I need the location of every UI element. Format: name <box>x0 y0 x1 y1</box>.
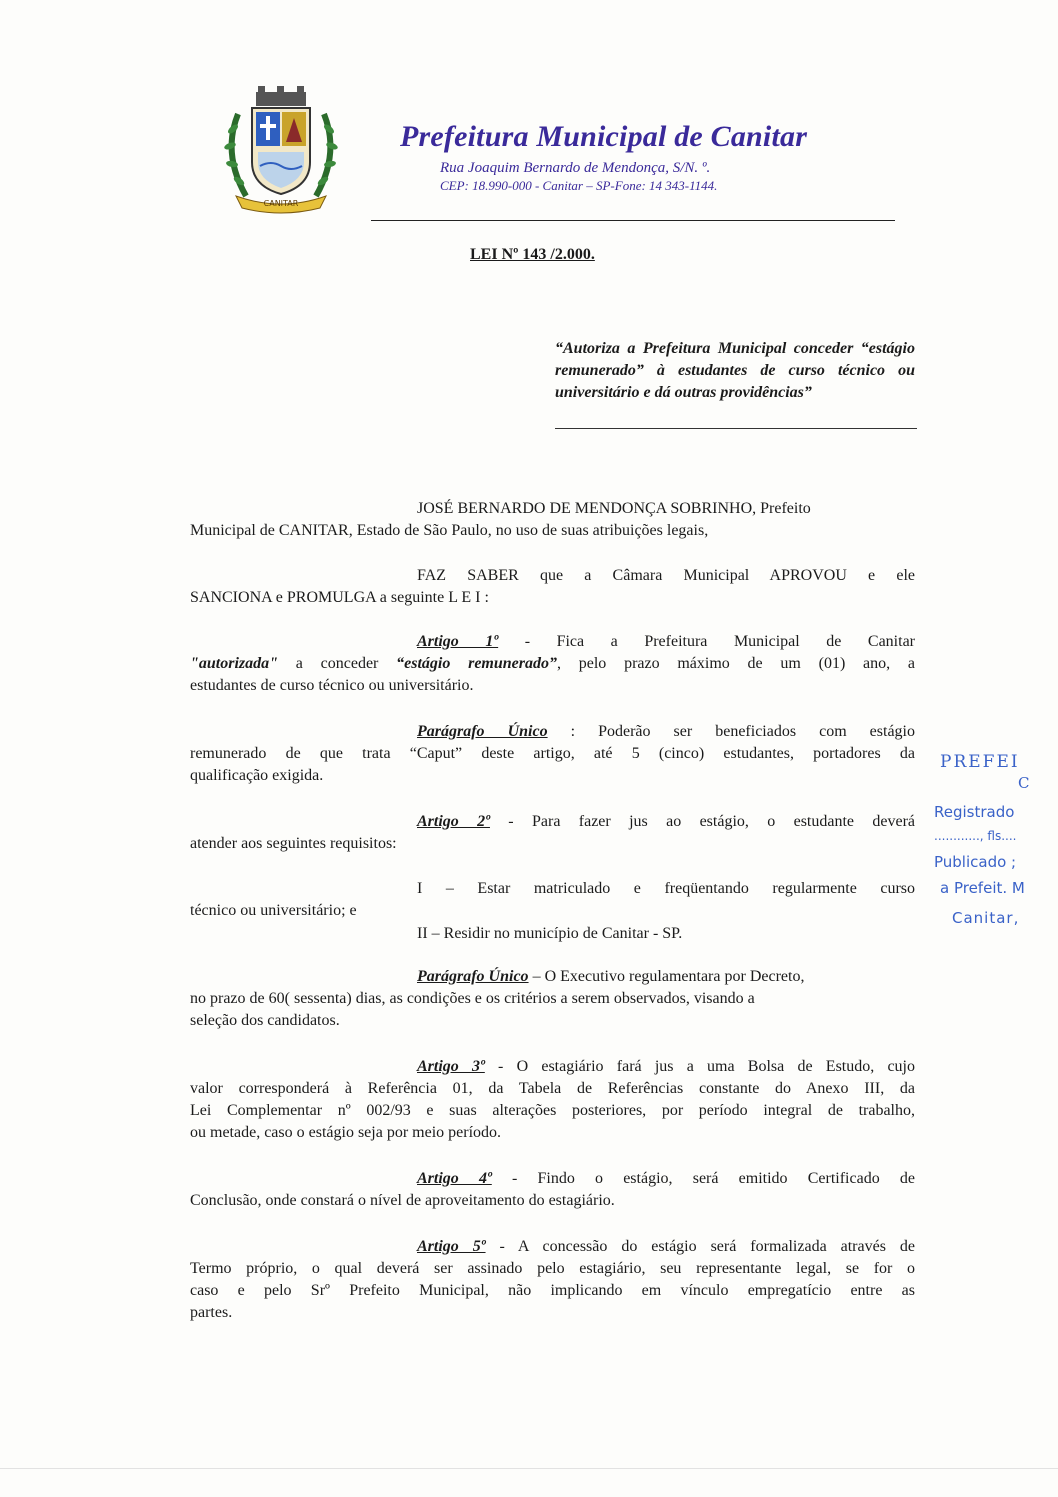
page-bottom-edge <box>0 1468 1058 1469</box>
intro-line-2: Municipal de CANITAR, Estado de São Paulo, no uso de suas atribuições legais, <box>190 522 709 539</box>
municipal-crest-icon <box>216 84 346 214</box>
par1-line-3: qualificação exigida. <box>190 767 324 784</box>
art2-text-1: - Para fazer jus ao estágio, o estudante deverá <box>489 813 915 830</box>
art2-item-2: II – Residir no município de Canitar - SP. <box>417 925 683 942</box>
par2-line-1 <box>417 966 804 988</box>
municipality-cep-phone: CEP: 18.990-000 - Canitar – SP-Fone: 14 343-1144. <box>440 178 718 193</box>
art4-line-2: Conclusão, onde constará o nível de aproveitamento do estagiário. <box>190 1192 615 1209</box>
par2-line-2: no prazo de 60( sessenta) dias, as condições e os critérios a serem observados, visando a <box>190 990 755 1007</box>
stamp-line-6: a Prefeit. M <box>940 879 1025 897</box>
art2-item-1b: técnico ou universitário; e <box>190 902 357 919</box>
art1-text-2b: , pelo prazo máximo de um (01) ano, a <box>557 655 915 672</box>
summary-underline <box>555 428 917 429</box>
art2-label: Artigo 2º <box>417 813 490 830</box>
art5-line-3: caso e pelo Srº Prefeito Municipal, não implicando em vínculo empregatício entre as <box>190 1282 915 1299</box>
stamp-line-1: PREFEI <box>940 752 1020 772</box>
art4-text-1: - Findo o estágio, será emitido Certificado de <box>491 1170 915 1187</box>
art1-text-2a: a conceder <box>278 655 397 672</box>
stamp-line-7: Canitar, <box>952 909 1020 927</box>
law-title: LEI Nº 143 /2.000. <box>470 246 595 263</box>
art1-label: Artigo 1º <box>417 633 499 650</box>
par2-line-3: seleção dos candidatos. <box>190 1012 340 1029</box>
intro-line-4: SANCIONA e PROMULGA a seguinte L E I : <box>190 589 489 606</box>
par2-label: Parágrafo Único <box>417 968 529 985</box>
art1-autorizada: "autorizada" <box>190 655 279 672</box>
art1-estagio: “estágio remunerado” <box>396 655 557 672</box>
par1-line-2: remunerado de que trata “Caput” deste artigo, até 5 (cinco) estudantes, portadores da <box>190 745 915 762</box>
art4-line-1 <box>417 1168 915 1190</box>
par2-text-1: – O Executivo regulamentara por Decreto, <box>528 968 805 985</box>
art3-line-2: valor corresponderá à Referência 01, da Tabela de Referências constante do Anexo III, da <box>190 1080 915 1097</box>
art3-label: Artigo 3º <box>417 1058 485 1075</box>
art1-line-2 <box>190 653 915 675</box>
par1-line-1 <box>417 721 915 743</box>
art4-label: Artigo 4º <box>417 1170 492 1187</box>
art2-line-2: atender aos seguintes requisitos: <box>190 835 397 852</box>
par1-text-1: : Poderão ser beneficiados com estágio <box>547 723 916 740</box>
art5-label: Artigo 5º <box>417 1238 486 1255</box>
art5-text-1: - A concessão do estágio será formalizada através de <box>485 1238 915 1255</box>
art2-line-1 <box>417 811 915 833</box>
par1-label: Parágrafo Único <box>417 723 548 740</box>
municipality-title: Prefeitura Municipal de Canitar <box>400 120 808 153</box>
law-summary: “Autoriza a Prefeitura Municipal conceder “estágio remunerado” à estudantes de curso técnico ou universitário e dá outras providências” <box>555 340 915 401</box>
art3-text-1: - O estagiário fará jus a uma Bolsa de Estudo, cujo <box>484 1058 916 1075</box>
art3-line-3: Lei Complementar nº 002/93 e suas alterações posteriores, por período integral de trabalho, <box>190 1102 915 1119</box>
art1-line-3: estudantes de curso técnico ou universitário. <box>190 677 474 694</box>
stamp-line-3: Registrado <box>934 803 1015 821</box>
art1-text-1: - Fica a Prefeitura Municipal de Canitar <box>498 633 915 650</box>
art5-line-1 <box>417 1236 915 1258</box>
stamp-line-4: ............, fls.... <box>934 829 1017 843</box>
stamp-line-5: Publicado ; <box>934 853 1017 871</box>
art3-line-4: ou metade, caso o estágio seja por meio período. <box>190 1124 502 1141</box>
art5-line-4: partes. <box>190 1304 233 1321</box>
stamp-line-2: C <box>1018 774 1030 792</box>
art5-line-2: Termo próprio, o qual deverá ser assinado pelo estagiário, seu representante legal, se for o <box>190 1260 915 1277</box>
crest-ribbon-text: CANITAR <box>263 199 299 208</box>
art3-line-1 <box>417 1056 915 1078</box>
art1-line-1 <box>417 631 915 653</box>
art2-item-1a: I – Estar matriculado e freqüentando regularmente curso <box>417 880 915 897</box>
header-divider <box>371 220 895 221</box>
intro-line-3: FAZ SABER que a Câmara Municipal APROVOU e ele <box>417 567 915 584</box>
municipality-address: Rua Joaquim Bernardo de Mendonça, S/N. º. <box>440 160 711 176</box>
intro-line-1: JOSÉ BERNARDO DE MENDONÇA SOBRINHO, Prefeito <box>417 500 811 517</box>
